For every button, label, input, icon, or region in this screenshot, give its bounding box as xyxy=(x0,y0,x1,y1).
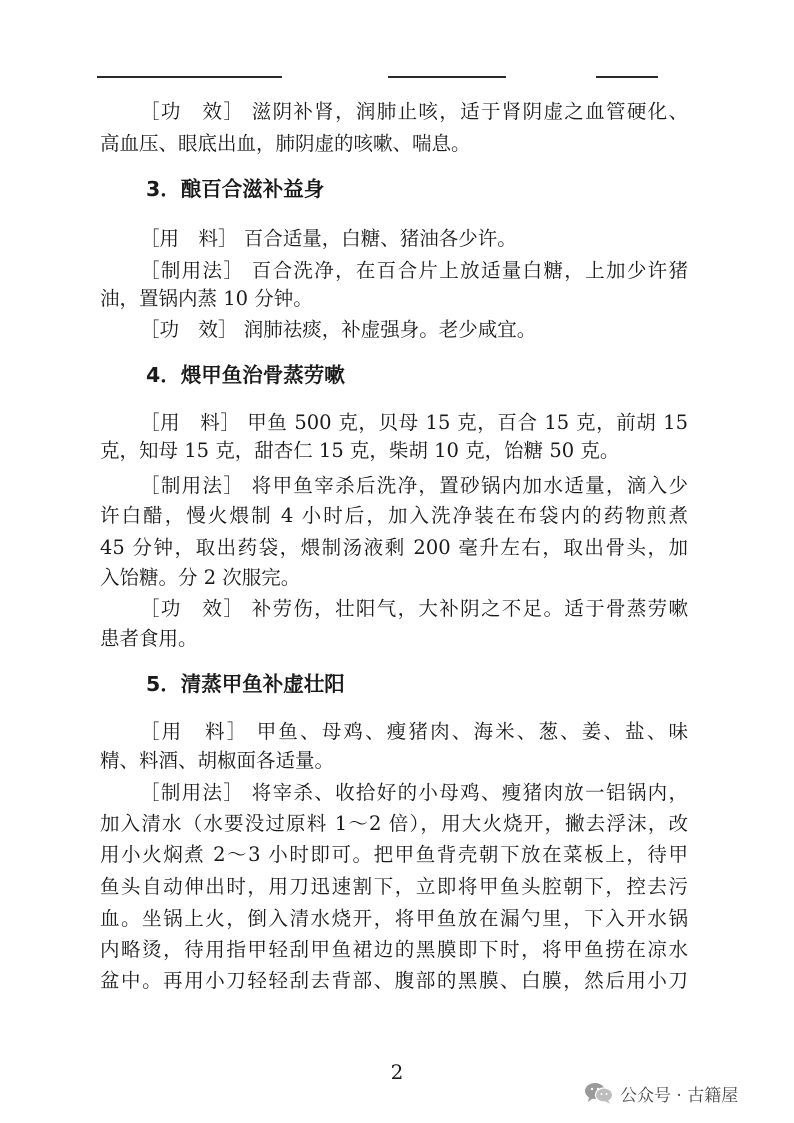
header-rule-right xyxy=(596,76,658,78)
watermark-text: 公众号 · 古籍屋 xyxy=(620,1085,739,1106)
watermark xyxy=(584,1080,738,1106)
text-line: 用小火焖煮 2～3 小时即可。把甲鱼背壳朝下放在菜板上，待甲 xyxy=(100,843,688,866)
header-rule-left xyxy=(97,76,282,78)
text-line: ［功 效］ 滋阴补肾，润肺止咳，适于肾阴虚之血管硬化、 xyxy=(140,100,688,123)
text-line: ［功 效］ 补劳伤，壮阳气，大补阴之不足。适于骨蒸劳嗽 xyxy=(140,597,688,620)
text-line: 内略烫，待用指甲轻刮甲鱼裙边的黑膜即下时，将甲鱼捞在凉水 xyxy=(100,938,688,961)
text-line: 加入清水（水要没过原料 1～2 倍），用大火烧开，撇去浮沫，改 xyxy=(100,812,688,835)
recipe-heading-5: 5．清蒸甲鱼补虚壮阳 xyxy=(146,672,345,696)
text-line: 血。坐锅上火，倒入清水烧开，将甲鱼放在漏勺里，下入开水锅 xyxy=(100,907,688,930)
text-line: ［用 料］ 甲鱼 500 克，贝母 15 克，百合 15 克，前胡 15 xyxy=(140,411,688,434)
recipe-heading-4: 4．煨甲鱼治骨蒸劳嗽 xyxy=(146,363,345,387)
text-line: 鱼头自动伸出时，用刀迅速割下，立即将甲鱼头腔朝下，控去污 xyxy=(100,875,688,898)
text-line: 精、料酒、胡椒面各适量。 xyxy=(100,749,335,772)
text-line: 45 分钟，取出药袋，煨制汤液剩 200 毫升左右，取出骨头，加 xyxy=(100,536,688,559)
recipe-heading-3: 3．酿百合滋补益身 xyxy=(146,177,325,201)
text-line: 患者食用。 xyxy=(100,627,198,650)
text-line: 高血压、眼底出血，肺阴虚的咳嗽、喘息。 xyxy=(100,132,471,155)
text-line: ［用 料］ 百合适量，白糖、猪油各少许。 xyxy=(140,227,517,250)
text-line: 克，知母 15 克，甜杏仁 15 克，柴胡 10 克，饴糖 50 克。 xyxy=(100,439,620,462)
text-line: 盆中。再用小刀轻轻刮去背部、腹部的黑膜、白膜，然后用小刀 xyxy=(100,969,688,992)
text-line: ［制用法］ 将宰杀、收拾好的小母鸡、瘦猪肉放一铝锅内， xyxy=(140,781,688,804)
text-line: ［制用法］ 百合洗净，在百合片上放适量白糖，上加少许猪 xyxy=(140,259,688,282)
text-line: ［用 料］ 甲鱼、母鸡、瘦猪肉、海米、葱、姜、盐、味 xyxy=(140,720,688,743)
page-number: 2 xyxy=(390,1060,404,1084)
header-rule-middle xyxy=(388,76,506,78)
wechat-icon xyxy=(584,1081,614,1105)
text-line: ［功 效］ 润肺祛痰，补虚强身。老少咸宜。 xyxy=(140,318,537,341)
text-line: ［制用法］ 将甲鱼宰杀后洗净，置砂锅内加水适量，滴入少 xyxy=(140,474,688,497)
text-line: 油，置锅内蒸 10 分钟。 xyxy=(100,287,313,310)
text-line: 许白醋，慢火煨制 4 小时后，加入洗净装在布袋内的药物煎煮 xyxy=(100,504,688,527)
text-line: 入饴糖。分 2 次服完。 xyxy=(100,566,301,589)
